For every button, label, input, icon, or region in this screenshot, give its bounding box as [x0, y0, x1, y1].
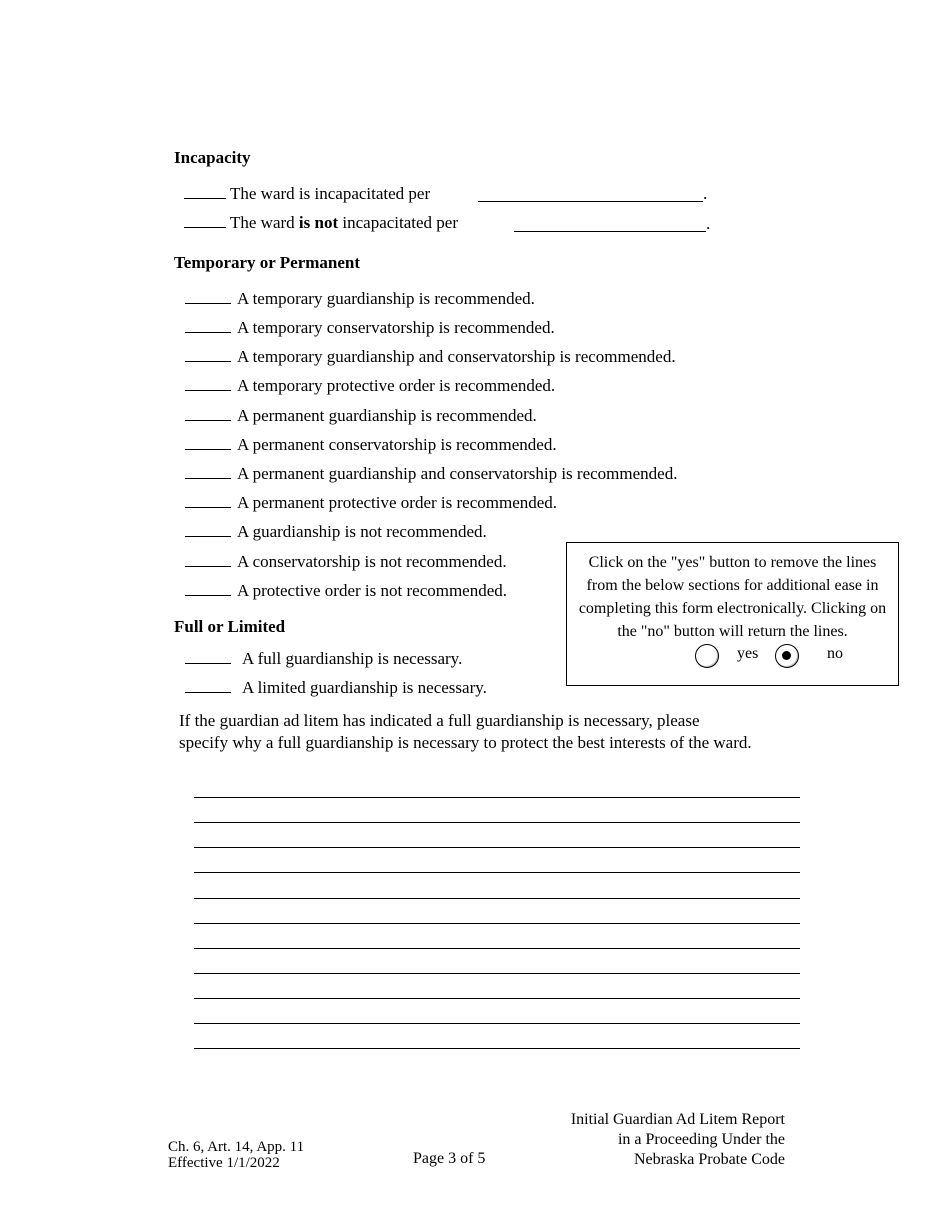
yes-label: yes [737, 645, 759, 662]
item-text: A temporary guardianship and conservatorship is recommended. [237, 347, 676, 366]
temporary-permanent-heading: Temporary or Permanent [174, 253, 361, 272]
item-text: A temporary conservatorship is recommended. [237, 318, 555, 337]
question-line-1: If the guardian ad litem has indicated a full guardianship is necessary, please [179, 711, 700, 730]
list-item [185, 375, 555, 397]
list-item [185, 288, 535, 310]
incapacity-not-per-field[interactable] [514, 231, 706, 232]
list-item [185, 677, 487, 699]
list-item [185, 551, 507, 573]
period: . [706, 214, 711, 233]
no-label: no [827, 645, 843, 662]
item-text: A permanent conservatorship is recommended. [237, 435, 557, 454]
item-text: A temporary guardianship is recommended. [237, 289, 535, 308]
full-limited-heading: Full or Limited [174, 617, 286, 636]
incapacity-is-per-field[interactable] [478, 201, 703, 202]
check-blank[interactable] [185, 648, 231, 664]
response-line[interactable] [194, 948, 800, 949]
incapacity-heading: Incapacity [174, 148, 251, 167]
check-blank[interactable] [185, 677, 231, 693]
check-blank[interactable] [185, 346, 231, 362]
item-text: A guardianship is not recommended. [237, 522, 487, 541]
item-text: A conservatorship is not recommended. [237, 552, 507, 571]
incapacity-is-text: The ward is incapacitated per [230, 184, 431, 203]
response-line[interactable] [194, 923, 800, 924]
response-line[interactable] [194, 973, 800, 974]
list-item [185, 463, 677, 485]
footer-form-title [535, 1110, 785, 1170]
info-message: Click on the "yes" button to remove the lines from the below sections for additional ease in completing this form electronically. Clicking on the "no" button will return the lines. [578, 554, 887, 640]
item-text: A permanent protective order is recommended. [237, 493, 558, 512]
no-radio-button[interactable] [775, 644, 799, 668]
radio-selected-dot [782, 651, 791, 660]
list-item [185, 580, 507, 602]
response-line[interactable] [194, 797, 800, 798]
check-blank[interactable] [185, 463, 231, 479]
item-text: A protective order is not recommended. [237, 581, 508, 600]
incapacity-not-bold: is not [298, 213, 339, 232]
response-line[interactable] [194, 1048, 800, 1049]
footer-citation [168, 1139, 304, 1171]
check-blank[interactable] [185, 405, 231, 421]
check-blank[interactable] [185, 434, 231, 450]
item-text: A full guardianship is necessary. [242, 649, 463, 668]
check-blank[interactable] [184, 212, 226, 228]
check-blank[interactable] [185, 317, 231, 333]
incapacity-row-is [184, 183, 430, 205]
list-item [185, 317, 555, 339]
footer-citation-line: Ch. 6, Art. 14, App. 11 [168, 1139, 305, 1155]
list-item [185, 346, 676, 368]
response-line[interactable] [194, 822, 800, 823]
check-blank[interactable] [185, 580, 231, 596]
check-blank[interactable] [185, 521, 231, 537]
item-text: A temporary protective order is recommended. [237, 376, 556, 395]
check-blank[interactable] [185, 492, 231, 508]
item-text: A limited guardianship is necessary. [242, 678, 487, 697]
list-item [185, 521, 487, 543]
page-number: Page 3 of 5 [413, 1150, 486, 1167]
list-item [185, 648, 462, 670]
question-line-2: specify why a full guardianship is necessary to protect the best interests of the ward. [179, 733, 752, 752]
incapacity-not-suffix: incapacitated per [342, 213, 459, 232]
yes-radio-button[interactable] [695, 644, 719, 668]
list-item [185, 405, 537, 427]
incapacity-row-is-not [184, 212, 458, 234]
footer-title-line: Nebraska Probate Code [633, 1151, 785, 1168]
response-line[interactable] [194, 1023, 800, 1024]
item-text: A permanent guardianship is recommended. [237, 406, 537, 425]
response-line[interactable] [194, 998, 800, 999]
list-item [185, 492, 557, 514]
check-blank[interactable] [185, 375, 231, 391]
check-blank[interactable] [185, 288, 231, 304]
response-line[interactable] [194, 872, 800, 873]
item-text: A permanent guardianship and conservatorship is recommended. [237, 464, 678, 483]
response-line[interactable] [194, 898, 800, 899]
remove-lines-info-box [566, 542, 899, 686]
check-blank[interactable] [184, 183, 226, 199]
check-blank[interactable] [185, 551, 231, 567]
incapacity-not-prefix: The ward [230, 213, 295, 232]
response-line[interactable] [194, 847, 800, 848]
list-item [185, 434, 557, 456]
footer-title-line: Initial Guardian Ad Litem Report [570, 1111, 785, 1128]
period: . [703, 184, 708, 203]
footer-effective-date: Effective 1/1/2022 [168, 1155, 280, 1171]
footer-title-line: in a Proceeding Under the [617, 1131, 785, 1148]
